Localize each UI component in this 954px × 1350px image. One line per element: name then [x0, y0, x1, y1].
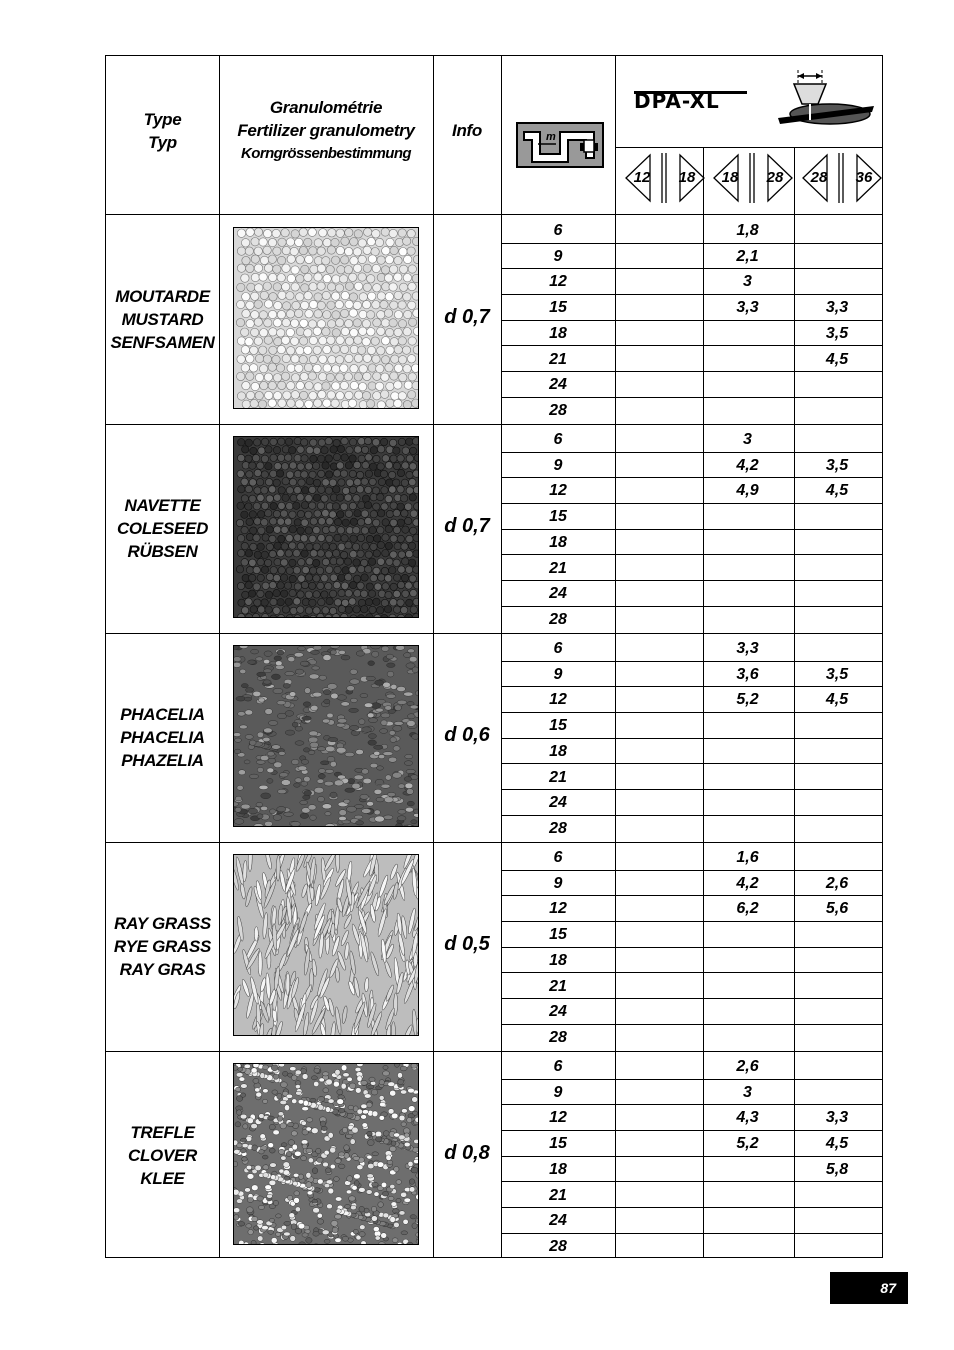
- rate-row: [501, 372, 882, 398]
- vane-18-28-low: 18: [721, 169, 739, 186]
- setting-value: 12: [549, 273, 567, 291]
- rate-vane-12-18: [615, 581, 703, 607]
- rate-vane-12-18: [615, 504, 703, 530]
- rate-vane-28-36: [792, 790, 882, 816]
- rate-row: [501, 765, 882, 791]
- rate-vane-12-18: [615, 218, 703, 244]
- rate-row: [501, 453, 882, 479]
- vane-18-28-high: 28: [766, 169, 784, 186]
- rate-vane-12-18: [615, 896, 703, 922]
- rate-vane-18-28: 4,2: [736, 456, 759, 474]
- rate-vane-18-28: [703, 347, 792, 373]
- crop-group: [106, 424, 882, 633]
- rate-vane-28-36: [792, 845, 882, 871]
- rate-row: [501, 321, 882, 347]
- rate-row: [501, 218, 882, 244]
- rate-row: [501, 636, 882, 662]
- rate-vane-18-28: [703, 1157, 792, 1183]
- rate-vane-12-18: [615, 871, 703, 897]
- rate-vane-28-36: [792, 530, 882, 556]
- spread-rate-table: [105, 55, 883, 1258]
- rate-vane-12-18: [615, 1183, 703, 1209]
- rate-vane-28-36: 5,8: [825, 1160, 849, 1178]
- setting-value: 6: [553, 1058, 563, 1075]
- rate-vane-12-18: [615, 1105, 703, 1131]
- rate-vane-28-36: [792, 607, 882, 633]
- rate-vane-18-28: [703, 974, 792, 1000]
- setting-value: 15: [549, 1135, 567, 1153]
- rate-row: [501, 427, 882, 453]
- group-divider: [106, 424, 882, 425]
- setting-value: 24: [549, 376, 567, 394]
- crop-name-line: MOUTARDE: [115, 286, 210, 306]
- crop-name-line: KLEE: [140, 1168, 185, 1188]
- rate-vane-18-28: 3: [743, 273, 752, 291]
- rate-vane-28-36: [792, 974, 882, 1000]
- rate-vane-12-18: [615, 1208, 703, 1234]
- crop-name-line: SENFSAMEN: [110, 332, 215, 352]
- rate-row: [501, 1025, 882, 1051]
- rate-vane-18-28: [703, 1208, 792, 1234]
- model-logo: DPA-XL: [634, 89, 720, 113]
- rate-row: [501, 1105, 882, 1131]
- crop-name-line: PHACELIA: [120, 704, 205, 724]
- rate-vane-28-36: [792, 269, 882, 295]
- setting-value: 6: [553, 431, 563, 448]
- rate-row: [501, 662, 882, 688]
- rate-vane-28-36: 3,3: [825, 1109, 849, 1127]
- rate-row: [501, 999, 882, 1025]
- group-divider: [106, 633, 882, 634]
- setting-value: 21: [549, 977, 567, 995]
- setting-value: 18: [549, 533, 567, 551]
- setting-value: 9: [553, 1083, 563, 1101]
- rate-vane-28-36: [792, 999, 882, 1025]
- rate-row: [501, 948, 882, 974]
- crop-group: [106, 842, 882, 1051]
- rate-vane-18-28: [703, 530, 792, 556]
- rate-vane-18-28: 3,3: [736, 640, 759, 657]
- rate-vane-18-28: 5,2: [736, 1135, 759, 1153]
- setting-value: 12: [549, 1109, 567, 1127]
- rate-vane-12-18: [615, 478, 703, 504]
- setting-value: 15: [549, 508, 567, 526]
- crop-name-line: PHAZELIA: [121, 750, 204, 770]
- setting-value: 28: [549, 819, 567, 837]
- rate-vane-18-28: [703, 321, 792, 347]
- rate-row: [501, 1080, 882, 1106]
- rate-vane-28-36: [792, 1025, 882, 1051]
- crop-name: [106, 1121, 219, 1190]
- rate-vane-28-36: [792, 244, 882, 270]
- phacelia-seeds-photo: [233, 645, 419, 827]
- granulometry-value: d 0,7: [444, 514, 490, 537]
- rate-vane-28-36: 4,5: [825, 350, 849, 368]
- rate-vane-18-28: [703, 504, 792, 530]
- crop-name-line: NAVETTE: [124, 495, 201, 515]
- vane-28-36-high: 36: [855, 169, 873, 186]
- rate-vane-18-28: [703, 922, 792, 948]
- setting-value: 12: [549, 691, 567, 709]
- rate-vane-12-18: [615, 816, 703, 842]
- rate-vane-18-28: 1,8: [736, 222, 759, 239]
- rate-vane-18-28: 5,2: [736, 691, 759, 709]
- rate-vane-28-36: [792, 1208, 882, 1234]
- rate-vane-28-36: [792, 218, 882, 244]
- setting-value: 12: [549, 900, 567, 918]
- rate-row: [501, 581, 882, 607]
- rate-vane-28-36: [792, 739, 882, 765]
- rate-vane-28-36: 3,5: [825, 665, 849, 683]
- rate-vane-12-18: [615, 347, 703, 373]
- rate-row: [501, 1131, 882, 1157]
- crop-name-line: MUSTARD: [121, 309, 204, 329]
- granulometry-header: [219, 96, 433, 165]
- setting-value: 28: [549, 401, 567, 419]
- rate-vane-12-18: [615, 295, 703, 321]
- rate-vane-28-36: [792, 765, 882, 791]
- rate-vane-18-28: [703, 556, 792, 582]
- rate-vane-12-18: [615, 1157, 703, 1183]
- setting-value: 9: [553, 456, 563, 474]
- rate-vane-12-18: [615, 922, 703, 948]
- setting-value: 15: [549, 717, 567, 735]
- rate-vane-28-36: [792, 1080, 882, 1106]
- rate-row: [501, 504, 882, 530]
- rate-vane-18-28: [703, 1183, 792, 1209]
- rate-vane-12-18: [615, 1080, 703, 1106]
- rate-row: [501, 687, 882, 713]
- rate-vane-28-36: 4,5: [825, 1135, 849, 1153]
- vane-12-18-high: 18: [678, 169, 696, 186]
- setting-value: 21: [549, 350, 567, 368]
- rate-vane-28-36: [792, 372, 882, 398]
- setting-value: 6: [553, 640, 563, 657]
- rate-vane-28-36: [792, 816, 882, 842]
- rate-row: [501, 871, 882, 897]
- crop-name-line: RAY GRAS: [119, 959, 206, 979]
- crop-name: [106, 912, 219, 981]
- setting-value: 24: [549, 794, 567, 812]
- rate-vane-28-36: [792, 1054, 882, 1080]
- setting-value: 6: [553, 849, 563, 866]
- rate-row: [501, 1208, 882, 1234]
- machine-setting-icon: [516, 122, 604, 168]
- granulometry-label-en: Fertilizer granulometry: [237, 121, 415, 140]
- rate-vane-18-28: 3: [743, 1083, 752, 1101]
- crop-name: [106, 494, 219, 563]
- setting-value: 21: [549, 1186, 567, 1204]
- header-divider: [615, 147, 882, 148]
- setting-value: 21: [549, 768, 567, 786]
- rate-vane-28-36: [792, 713, 882, 739]
- rate-vane-18-28: [703, 372, 792, 398]
- type-header: [106, 108, 219, 154]
- rate-vane-12-18: [615, 427, 703, 453]
- setting-value: 18: [549, 951, 567, 969]
- crop-name-line: TREFLE: [130, 1122, 195, 1142]
- setting-value: 18: [549, 1160, 567, 1178]
- setting-value: 15: [549, 926, 567, 944]
- type-label-fr: Type: [143, 110, 182, 129]
- rate-vane-12-18: [615, 739, 703, 765]
- setting-value: 9: [553, 665, 563, 683]
- rate-vane-12-18: [615, 974, 703, 1000]
- rate-row: [501, 269, 882, 295]
- rate-row: [501, 713, 882, 739]
- rate-vane-28-36: [792, 504, 882, 530]
- rate-vane-12-18: [615, 530, 703, 556]
- rate-row: [501, 530, 882, 556]
- rate-vane-12-18: [615, 999, 703, 1025]
- crop-name: [106, 285, 219, 354]
- rate-row: [501, 478, 882, 504]
- rate-vane-28-36: 3,3: [825, 299, 849, 317]
- setting-value: 21: [549, 559, 567, 577]
- group-divider: [106, 842, 882, 843]
- rate-row: [501, 295, 882, 321]
- setting-value: 18: [549, 324, 567, 342]
- rate-vane-28-36: [792, 581, 882, 607]
- setting-value: 9: [553, 247, 563, 265]
- crop-name-line: CLOVER: [127, 1145, 198, 1165]
- rate-vane-18-28: [703, 1234, 792, 1260]
- rate-vane-28-36: [792, 636, 882, 662]
- granulometry-value: d 0,6: [444, 723, 490, 746]
- rate-vane-28-36: [792, 556, 882, 582]
- setting-value: 6: [553, 222, 563, 239]
- granulometry-value: d 0,8: [444, 1141, 490, 1164]
- rate-vane-12-18: [615, 453, 703, 479]
- rate-vane-12-18: [615, 790, 703, 816]
- crop-name-line: RAY GRASS: [114, 913, 211, 933]
- rate-vane-18-28: [703, 999, 792, 1025]
- rate-vane-12-18: [615, 948, 703, 974]
- rate-vane-18-28: 2,6: [736, 1058, 759, 1075]
- rate-vane-18-28: [703, 398, 792, 424]
- rate-vane-18-28: [703, 713, 792, 739]
- clover-seeds-photo: [233, 1063, 419, 1245]
- rye-grass-seeds-photo: [233, 854, 419, 1036]
- rate-row: [501, 1054, 882, 1080]
- rate-vane-12-18: [615, 372, 703, 398]
- rate-vane-18-28: [703, 816, 792, 842]
- vane-28-36-low: 28: [810, 169, 828, 186]
- setting-value: 9: [553, 874, 563, 892]
- rate-vane-12-18: [615, 269, 703, 295]
- rate-vane-12-18: [615, 636, 703, 662]
- rate-vane-18-28: [703, 790, 792, 816]
- rate-vane-28-36: [792, 948, 882, 974]
- rate-vane-18-28: [703, 739, 792, 765]
- rate-vane-28-36: [792, 427, 882, 453]
- crop-name: [106, 703, 219, 772]
- rate-vane-28-36: [792, 1183, 882, 1209]
- rate-vane-12-18: [615, 662, 703, 688]
- info-header: Info: [452, 121, 482, 140]
- page-number: 87: [830, 1272, 908, 1304]
- rate-vane-18-28: 4,3: [736, 1109, 759, 1127]
- type-label-de: Typ: [148, 133, 177, 152]
- rate-vane-18-28: 3,3: [736, 299, 759, 317]
- setting-value: 28: [549, 1028, 567, 1046]
- crop-group: [106, 633, 882, 842]
- rate-row: [501, 816, 882, 842]
- rate-vane-12-18: [615, 244, 703, 270]
- rate-row: [501, 607, 882, 633]
- rate-vane-28-36: 3,5: [825, 324, 849, 342]
- setting-value: 12: [549, 482, 567, 500]
- rate-row: [501, 922, 882, 948]
- granulometry-value: d 0,5: [444, 932, 490, 955]
- rate-vane-28-36: 4,5: [825, 482, 849, 500]
- rate-vane-12-18: [615, 1234, 703, 1260]
- rate-vane-28-36: 2,6: [825, 874, 849, 892]
- rate-vane-18-28: 6,2: [736, 900, 759, 918]
- rate-vane-28-36: 3,5: [825, 456, 849, 474]
- crop-name-line: PHACELIA: [120, 727, 205, 747]
- rate-row: [501, 1234, 882, 1260]
- rate-vane-12-18: [615, 1054, 703, 1080]
- rate-row: [501, 244, 882, 270]
- setting-value: 28: [549, 1237, 567, 1255]
- vane-12-18-low: 12: [633, 169, 651, 186]
- rate-row: [501, 347, 882, 373]
- rate-vane-12-18: [615, 687, 703, 713]
- setting-value: 24: [549, 585, 567, 603]
- crop-name-line: COLESEED: [116, 518, 209, 538]
- machine-icon-letter: m: [546, 131, 556, 143]
- granulometry-label-de: Korngrössenbestimmung: [241, 145, 411, 162]
- granulometry-value: d 0,7: [444, 305, 490, 328]
- granulometry-label-fr: Granulométrie: [269, 98, 383, 117]
- rate-row: [501, 398, 882, 424]
- rate-vane-18-28: [703, 765, 792, 791]
- rate-vane-12-18: [615, 765, 703, 791]
- rate-vane-28-36: 4,5: [825, 691, 849, 709]
- rate-row: [501, 845, 882, 871]
- mustard-seeds-photo: [233, 227, 419, 409]
- rate-vane-18-28: [703, 607, 792, 633]
- rate-vane-28-36: [792, 1234, 882, 1260]
- rate-vane-12-18: [615, 321, 703, 347]
- rate-vane-12-18: [615, 1131, 703, 1157]
- rate-row: [501, 974, 882, 1000]
- rate-vane-12-18: [615, 556, 703, 582]
- rate-row: [501, 556, 882, 582]
- rate-vane-12-18: [615, 607, 703, 633]
- crop-group: [106, 1051, 882, 1260]
- spreader-disc-icon: [774, 68, 876, 138]
- rate-row: [501, 1183, 882, 1209]
- rate-vane-18-28: 1,6: [736, 849, 759, 866]
- rate-row: [501, 790, 882, 816]
- coleseed-seeds-photo: [233, 436, 419, 618]
- rate-vane-12-18: [615, 398, 703, 424]
- rate-vane-18-28: 4,9: [736, 482, 759, 500]
- rate-vane-28-36: [792, 922, 882, 948]
- rate-vane-12-18: [615, 845, 703, 871]
- rate-vane-28-36: 5,6: [825, 900, 849, 918]
- rate-row: [501, 739, 882, 765]
- setting-value: 18: [549, 742, 567, 760]
- crop-name-line: RÜBSEN: [127, 541, 198, 561]
- rate-vane-12-18: [615, 1025, 703, 1051]
- crop-group: [106, 215, 882, 424]
- rate-vane-18-28: 3,6: [736, 665, 759, 683]
- rate-vane-28-36: [792, 398, 882, 424]
- rate-vane-18-28: [703, 948, 792, 974]
- rate-vane-18-28: 2,1: [736, 247, 759, 265]
- setting-value: 28: [549, 610, 567, 628]
- rate-vane-18-28: [703, 1025, 792, 1051]
- group-divider: [106, 1051, 882, 1052]
- rate-vane-18-28: 3: [743, 431, 752, 448]
- crop-name-line: RYE GRASS: [113, 936, 212, 956]
- setting-value: 15: [549, 299, 567, 317]
- rate-vane-18-28: 4,2: [736, 874, 759, 892]
- rate-vane-18-28: [703, 581, 792, 607]
- rate-vane-12-18: [615, 713, 703, 739]
- setting-value: 24: [549, 1003, 567, 1021]
- setting-value: 24: [549, 1212, 567, 1230]
- rate-row: [501, 896, 882, 922]
- rate-row: [501, 1157, 882, 1183]
